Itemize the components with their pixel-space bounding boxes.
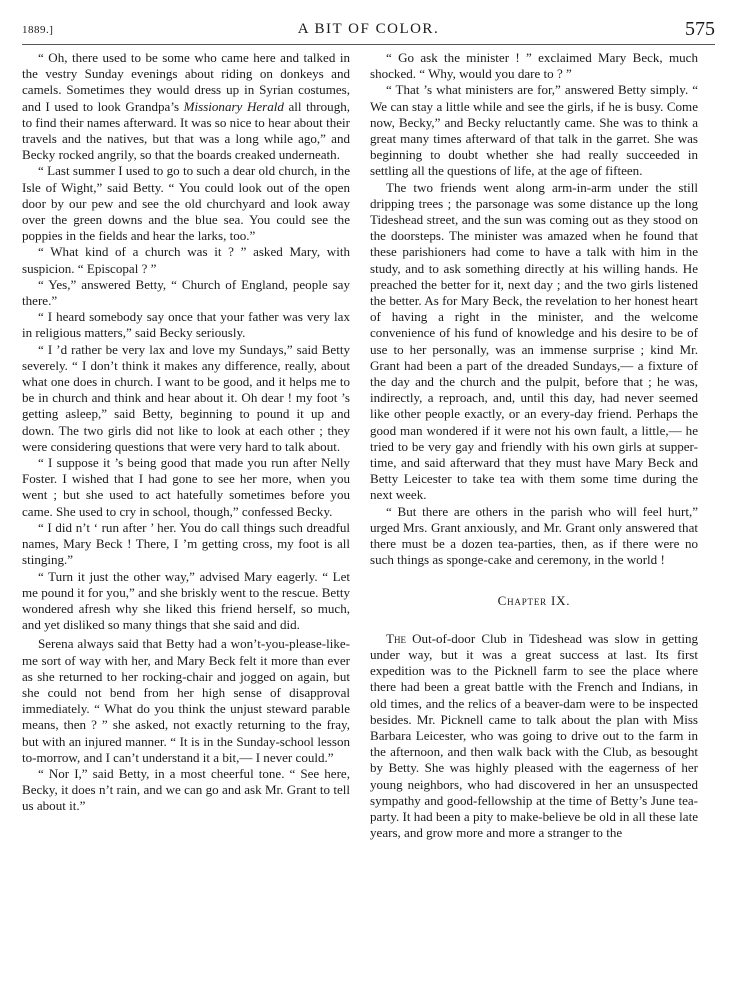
paragraph: “ Oh, there used to be some who came here and talked in the vestry Sunday evenings about riding on donkeys and camels. Sometimes they would dress up in Syrian costumes, and I used to look Grandpa’s Missionary Herald all through, to find their names afterward. It was so nice to hear about their travels and the natives, but that was a long while ago,” and Becky rocked angrily, so that the boards creaked underneath. — [22, 50, 351, 163]
italic-title: Missionary Herald — [183, 98, 284, 114]
right-column — [370, 50, 698, 841]
paragraph: “ I suppose it ’s being good that made you run after Nelly Foster. I wished that I had gone to see her more, when you went ; but she used to act hatefully sometimes before you came. She used to cry in school, though,” confessed Becky. — [22, 455, 350, 519]
paragraph: “ I heard somebody say once that your father was very lax in religious matters,” said Becky seriously. — [22, 309, 350, 341]
paragraph: The Out-of-door Club in Tideshead was slow in getting under way, but it was a great success at last. Its first expedition was to the Picknell farm to see the place where there had been a great battle with the French and Indians, in old times, and the relics of a beaver-dam were to be inspected besides. Mr. Picknell came to talk about the plan with Miss Barbara Leicester, who was going to drive out to the farm in the afternoon, and then walk back with the Club, as besought by Betty. She was highly pleased with the eagerness of her young neighbors, who had discovered in her an unsuspected sympathy and good-fellowship at the time of Betty’s June tea-party. It had been a pity to make-believe be old in all these late years, and grow more and more a stranger to the — [370, 630, 698, 841]
left-column — [22, 50, 350, 815]
paragraph: “ But there are others in the parish who will feel hurt,” urged Mrs. Grant anxiously, and Mr. Grant only answered that there must be a dozen tea-parties, then, as if there were no such things as sponge-cake and ceremony, in the world ! — [370, 503, 698, 568]
paragraph: “ That ’s what ministers are for,” answered Betty simply. “ We can stay a little while and see the girls, if he is busy. Come now, Becky,” and Becky reluctantly came. She was to think a great many times afterward of that talk in the garret. She was beginning to doubt whether she had really succeeded in settling all the questions of life, at the age of fifteen. — [370, 82, 698, 179]
page-number: 575 — [685, 18, 715, 40]
paragraph: “ Last summer I used to go to such a dear old church, in the Isle of Wight,” said Betty. “ You could look out of the open door by our pew and see the old churchyard and look away over the green downs and the blue sea. You could see the poppies in the fields and hear the larks, too.” — [22, 163, 350, 244]
paragraph: “ Yes,” answered Betty, “ Church of England, people say there.” — [22, 276, 350, 309]
paragraph: “ I did n’t ‘ run after ’ her. You do call things such dreadful names, Mary Beck ! There, I ’m getting cross, my foot is all stinging.” — [22, 519, 350, 568]
paragraph: “ I ’d rather be very lax and love my Sundays,” said Betty severely. “ I don’t think it makes any difference, really, about what one does in church. I want to be good, and it helps me to be in church and think and hear about it. Oh dear ! my foot ’s getting asleep,” said Betty, beginning to pound it up and down. The two girls did not like to look at each other ; they were considering questions that were very hard to talk about. — [22, 341, 350, 454]
header-date: 1889.] — [22, 24, 54, 36]
paragraph: “ Turn it just the other way,” advised Mary eagerly. “ Let me pound it for you,” and she briskly went to the rescue. Betty wondered afresh why she liked this friend herself, so much, and yet disliked so many things that she said and did. — [22, 568, 350, 633]
paragraph: “ Go ask the minister ! ” exclaimed Mary Beck, much shocked. “ Why, would you dare to ? ” — [370, 50, 698, 82]
chapter-heading: Chapter IX. — [497, 592, 571, 608]
paragraph: “ What kind of a church was it ? ” asked Mary, with suspicion. “ Episcopal ? ” — [22, 244, 350, 276]
header-title: A BIT OF COLOR. — [297, 21, 440, 37]
running-header — [22, 18, 715, 45]
paragraph: Serena always said that Betty had a won’t-you-please-like-me sort of way with her, and Mary Beck felt it more than ever as she returned to her rocking-chair and jogged on again, but she could not bend from her high sense of disapproval immediately. “ What do you think the unjust steward parable means, then ? ” she asked, not exactly returning to the fray, but with an injured manner. “ It is in the Sunday-school lesson to-morrow, and I can’t understand it a bit,— I never could.” — [22, 636, 350, 765]
paragraph: “ Nor I,” said Betty, in a most cheerful tone. “ See here, Becky, it does n’t rain, and we can go and ask Mr. Grant to tell us about it.” — [22, 765, 350, 814]
small-caps-lead: The — [386, 630, 406, 646]
paragraph: The two friends went along arm-in-arm under the still dripping trees ; the parsonage was some distance up the long Tideshead street, and the sun was coming out as they stood on the doorsteps. The minister was amazed when he found that these parishioners had come to have a talk with him in the study, and to ask something directly at his willing hands. He preached the better for it, next day ; and the two girls listened the better. As for Mary Beck, the revelation to her honest heart of having a right in the minister, and the welcome convenience of his fund of knowledge and his desire to be of use to her personally, was an immense surprise ; kind Mr. Grant had been a part of the dreaded Sundays,— a fixture of the day and the church and the pulpit, before that ; he was, indirectly, a reproach, and, until this day, had never seemed like other people exactly, or an every-day friend. Perhaps the good man wondered if it were not his own fault, a little,— he tried to be very gay and friendly with his own girls at supper-time, and said afterward that they must have Mary Beck and Betty Leicester to take tea with them some time during the next week. — [370, 179, 698, 503]
